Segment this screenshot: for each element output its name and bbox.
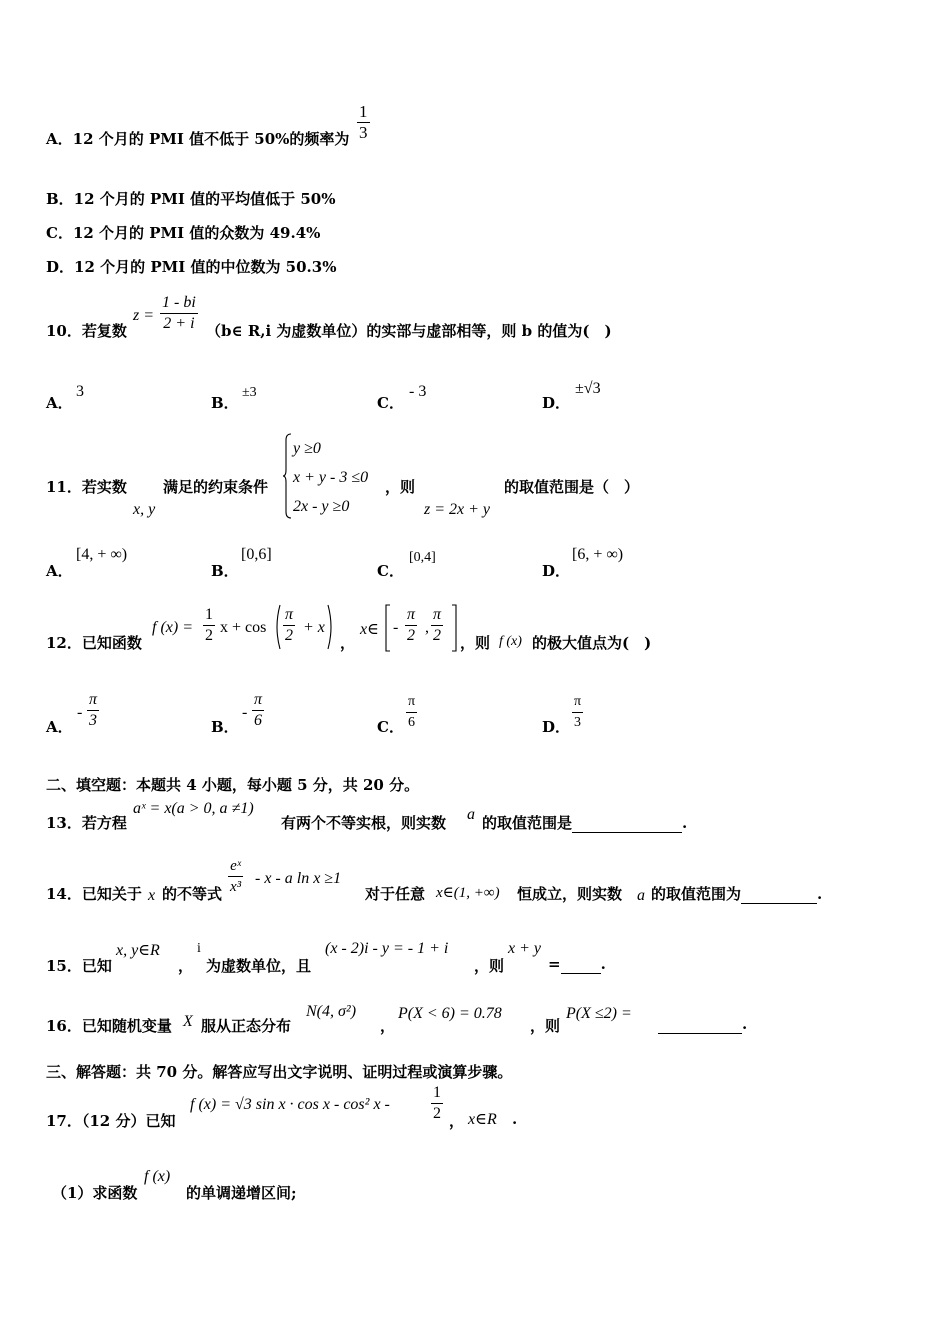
q9-option-b: B．12 个月的 PMI 值的平均值低于 50%	[46, 190, 336, 208]
q17-end: .	[512, 1110, 518, 1128]
section-3-heading: 三、解答题：共 70 分。解答应写出文字说明、证明过程或演算步骤。	[46, 1063, 513, 1081]
q16-mid: 服从正态分布	[201, 1017, 292, 1035]
q11-option-d-label: D．	[542, 562, 571, 580]
q12-pre: 已知函数	[81, 634, 142, 652]
fraction-denominator: 6	[408, 715, 416, 730]
q12-option-c-fraction	[406, 692, 417, 733]
q11-objective: z = 2x + y	[424, 501, 491, 518]
q16-X: X	[183, 1013, 193, 1030]
q15-equals: =	[548, 955, 561, 973]
fraction-numerator: π	[431, 605, 443, 626]
fraction-denominator: 2 + i	[163, 315, 195, 332]
q14-end: .	[817, 885, 823, 903]
q12-stem	[46, 632, 142, 653]
q14-mid2: 对于任意	[365, 885, 426, 903]
q9-option-d: D．12 个月的 PMI 值的中位数为 50.3%	[46, 258, 337, 276]
q15-post	[548, 955, 606, 974]
q10-option-a-label: A．	[46, 394, 73, 412]
q11-stem	[46, 476, 127, 497]
q16-prob-1: P(X < 6) = 0.78	[398, 1005, 502, 1022]
section-2-heading: 二、填空题：本题共 4 小题，每小题 5 分，共 20 分。	[46, 776, 420, 794]
q11-pre: 若实数	[81, 478, 127, 496]
q11-constraint-2: x + y - 3 ≤0	[293, 469, 369, 486]
q10-option-b-value: ±3	[242, 385, 257, 400]
fraction-numerator: 1	[203, 605, 215, 626]
q17-sub1-label: （1）求函数	[52, 1184, 138, 1202]
q12-option-a-sign: -	[77, 704, 83, 721]
fraction-denominator: 3	[359, 123, 368, 142]
right-bracket-icon	[451, 604, 457, 652]
q12-option-b-fraction	[252, 690, 264, 731]
question-number: 13．	[46, 814, 82, 832]
q15-stem	[46, 955, 112, 976]
fraction-numerator: π	[87, 690, 99, 711]
left-paren-icon	[273, 604, 281, 650]
q10-option-d-label: D．	[542, 394, 571, 412]
q12-post: 的极大值点为( )	[532, 634, 652, 652]
q16-answer-blank[interactable]	[658, 1015, 742, 1034]
q17-stem	[46, 1110, 175, 1131]
q15-equation: (x - 2)i - y = - 1 + i	[325, 940, 449, 957]
q10-option-a-value: 3	[76, 383, 84, 400]
left-brace-icon	[282, 432, 292, 520]
question-number: 14．	[46, 885, 82, 903]
q15-end: .	[600, 955, 606, 973]
q10-option-c-value: - 3	[409, 383, 427, 400]
fraction-numerator: π	[406, 692, 417, 713]
q12-interval-left	[405, 605, 417, 646]
q11-constraint-1: y ≥0	[293, 440, 321, 457]
q12-option-a-fraction	[87, 690, 99, 731]
fraction-numerator: 1	[431, 1083, 443, 1104]
q11-option-c-value: [0,4]	[409, 550, 436, 565]
q12-x-in: x∈	[360, 621, 379, 638]
q12-half-fraction	[203, 605, 215, 646]
fraction-denominator: 6	[254, 712, 262, 729]
q16-prob-2: P(X ≤2) =	[566, 1005, 632, 1022]
q11-option-c-label: C．	[377, 562, 404, 580]
q12-comma: ，	[340, 634, 356, 652]
q13-answer-blank[interactable]	[572, 814, 682, 833]
q14-range: x∈(1, +∞)	[436, 885, 500, 901]
q12-interval-right	[431, 605, 443, 646]
q10-option-b-label: B．	[211, 394, 239, 412]
q15-answer-blank[interactable]	[561, 955, 601, 974]
q14-post-text: 的取值范围为	[651, 885, 742, 903]
q14-mid: 的不等式	[162, 885, 223, 903]
fraction-denominator: 2	[285, 627, 293, 644]
q12-then: ，则	[460, 634, 491, 652]
q12-minus: -	[393, 619, 399, 636]
q13-post	[482, 812, 687, 833]
fraction-denominator: 2	[433, 1105, 441, 1122]
fraction-numerator: π	[283, 605, 295, 626]
q12-option-b-label: B．	[211, 718, 239, 736]
fraction-numerator: eˣ	[228, 856, 243, 877]
q11-option-a-value: [4, + ∞)	[76, 546, 128, 563]
q16-pre: 已知随机变量	[81, 1017, 172, 1035]
q10-stem	[46, 320, 127, 341]
q17-sub1-post: 的单调递增区间;	[186, 1184, 297, 1202]
q12-option-d-label: D．	[542, 718, 571, 736]
q9-option-a-label: A．	[46, 130, 73, 148]
q13-post-text: 的取值范围是	[482, 814, 573, 832]
q16-distribution: N(4, σ²)	[306, 1003, 357, 1020]
q10-fraction	[160, 293, 198, 334]
q11-option-b-label: B．	[211, 562, 239, 580]
q14-answer-blank[interactable]	[741, 885, 817, 904]
fraction-denominator: 3	[574, 715, 582, 730]
q11-option-d-value: [6, + ∞)	[572, 546, 624, 563]
q14-inequality-rest: - x - a ln x ≥1	[255, 870, 342, 887]
fraction-denominator: 2	[433, 627, 441, 644]
fraction-denominator: 3	[89, 712, 97, 729]
q12-option-d-fraction	[572, 692, 583, 733]
q17-sub1-fx: f (x)	[144, 1168, 171, 1185]
q13-stem	[46, 812, 127, 833]
q9-option-a-text: 12 个月的 PMI 值不低于 50%的频率为	[72, 130, 350, 148]
q14-post	[651, 883, 822, 904]
q10-z-eq: z =	[133, 307, 155, 324]
q11-option-a-label: A．	[46, 562, 73, 580]
q16-end: .	[742, 1015, 748, 1033]
q14-fraction	[228, 856, 243, 897]
fraction-numerator: π	[405, 605, 417, 626]
q16-blank-wrap	[658, 1015, 747, 1034]
question-number: 10．	[46, 322, 82, 340]
q14-pre: 已知关于	[81, 885, 142, 903]
q15-comma: ，	[178, 957, 194, 975]
q9-option-a	[46, 128, 349, 149]
q12-plus-x: + x	[303, 619, 325, 636]
question-number: 16．	[46, 1017, 82, 1035]
q12-x-cos: x + cos	[220, 619, 267, 636]
q15-mid: 为虚数单位，且	[206, 957, 312, 975]
q15-expression: x + y	[508, 940, 541, 957]
q14-stem	[46, 883, 142, 904]
q10-option-d-value: ±√3	[575, 380, 601, 397]
question-number: 15．	[46, 957, 82, 975]
fraction-numerator: 1 - bi	[160, 293, 198, 314]
q13-pre: 若方程	[81, 814, 127, 832]
question-number: 11．	[46, 478, 82, 496]
q12-pi-half-fraction	[283, 605, 295, 646]
q15-then: ，则	[474, 957, 505, 975]
q10-paren: （b∈ R,i 为虚数单位）的实部与虚部相等，则 b 的值为( )	[206, 322, 612, 340]
fraction-denominator: 2	[407, 627, 415, 644]
q13-equation: aˣ = x(a > 0, a ≠1)	[133, 800, 254, 817]
right-paren-icon	[327, 604, 335, 650]
q13-a: a	[467, 806, 475, 823]
q12-option-c-label: C．	[377, 718, 404, 736]
q16-comma: ，	[380, 1017, 396, 1035]
q13-end: .	[682, 814, 688, 832]
fraction-numerator: π	[572, 692, 583, 713]
q10-option-c-label: C．	[377, 394, 404, 412]
q16-then: ，则	[530, 1017, 561, 1035]
q14-a: a	[637, 887, 645, 904]
fraction-numerator: π	[252, 690, 264, 711]
fraction-denominator: x³	[230, 879, 242, 895]
fraction-numerator: 1	[359, 102, 368, 121]
question-number: 12．	[46, 634, 82, 652]
q12-option-b-sign: -	[242, 704, 248, 721]
q11-post: 的取值范围是（ ）	[504, 478, 640, 496]
q17-score: （12 分）已知	[81, 1112, 176, 1130]
q9-option-c: C．12 个月的 PMI 值的众数为 49.4%	[46, 224, 321, 242]
q12-fx2: f (x)	[499, 634, 522, 649]
q11-constraint-3: 2x - y ≥0	[293, 498, 350, 515]
q11-option-b-value: [0,6]	[241, 546, 272, 563]
left-bracket-icon	[385, 604, 391, 652]
q11-mid: 满足的约束条件	[163, 478, 269, 496]
q15-pre: 已知	[81, 957, 112, 975]
q16-stem	[46, 1015, 172, 1036]
q14-mid3: 恒成立，则实数	[517, 885, 623, 903]
q17-domain: x∈R	[468, 1111, 497, 1128]
q12-fx: f (x) =	[152, 619, 193, 636]
q12-interval-comma: ,	[425, 619, 429, 636]
q15-i: i	[197, 941, 201, 956]
q9-option-a-fraction	[357, 102, 370, 143]
q11-vars: x, y	[133, 501, 156, 518]
q10-pre: 若复数	[81, 322, 127, 340]
q17-tail: ，	[449, 1112, 465, 1130]
q12-option-a-label: A．	[46, 718, 73, 736]
q17-function: f (x) = √3 sin x · cos x - cos² x -	[190, 1096, 390, 1113]
q17-half-fraction	[431, 1083, 443, 1124]
q15-condition: x, y∈R	[116, 942, 160, 959]
q14-x: x	[148, 887, 156, 904]
question-number: 17．	[46, 1112, 82, 1130]
fraction-denominator: 2	[205, 627, 213, 644]
q11-then: ，则	[385, 478, 416, 496]
q13-mid: 有两个不等实根，则实数	[281, 814, 447, 832]
